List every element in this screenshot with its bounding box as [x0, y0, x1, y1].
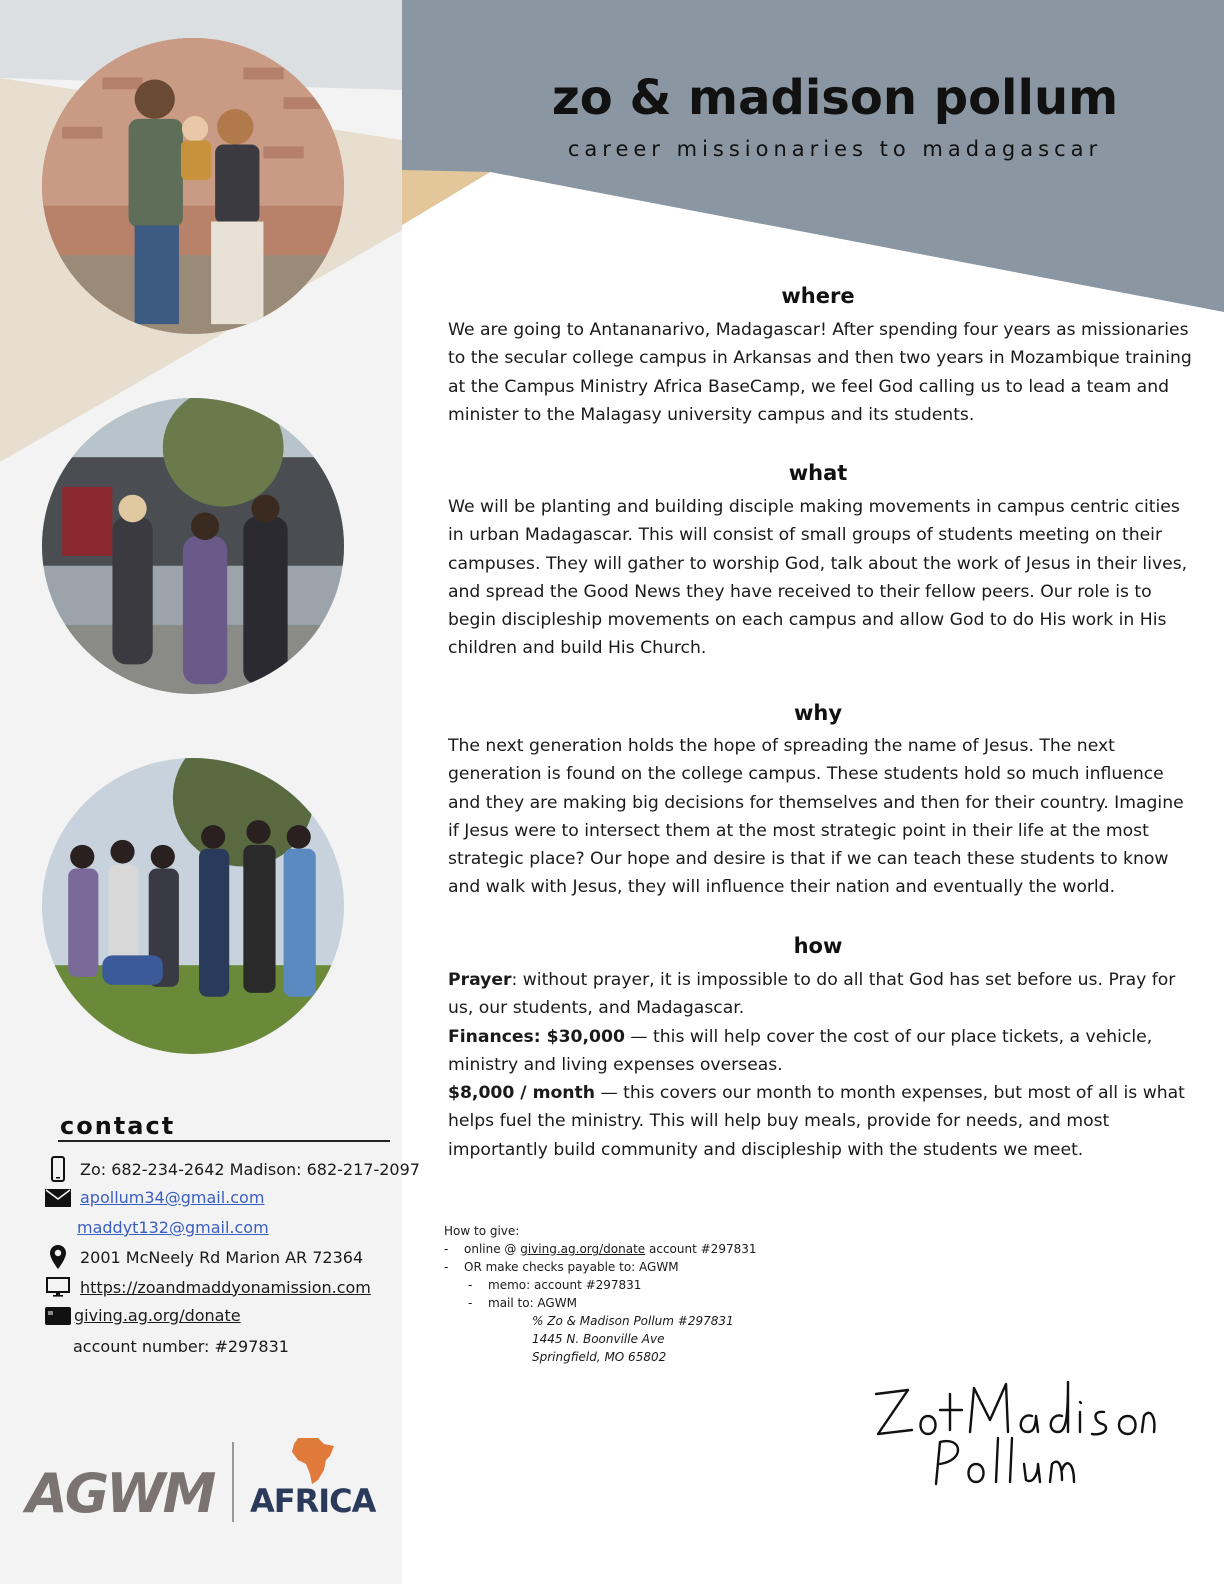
give-online-account: account #297831 — [645, 1242, 757, 1256]
give-address-line-3: Springfield, MO 65802 — [532, 1350, 667, 1364]
how-to-give — [444, 1222, 757, 1366]
give-online-prefix: online @ — [464, 1242, 521, 1256]
logo-divider — [232, 1442, 234, 1522]
give-online-row — [444, 1240, 757, 1258]
contact-donate-row — [44, 1306, 241, 1325]
students-group-photo — [42, 758, 344, 1054]
africa-map-icon — [290, 1436, 336, 1486]
email-link-zo[interactable]: apollum34@gmail.com — [80, 1188, 265, 1207]
mail-icon — [44, 1189, 72, 1207]
bullet-dash: - — [444, 1242, 449, 1256]
donate-link[interactable]: giving.ag.org/donate — [74, 1306, 241, 1325]
monitor-icon — [44, 1277, 72, 1297]
prayer-text: : without prayer, it is impossible to do all that God has set before us. Pray for us, our students, and Madagascar. — [448, 970, 1176, 1019]
give-online-link[interactable]: giving.ag.org/donate — [520, 1242, 646, 1256]
email-link-madison[interactable]: maddyt132@gmail.com — [77, 1218, 269, 1237]
give-title: How to give: — [444, 1224, 520, 1238]
credit-card-icon — [44, 1307, 72, 1325]
prayer-label: Prayer — [448, 970, 512, 990]
give-checks-row — [444, 1258, 757, 1276]
give-address-line-2: 1445 N. Boonville Ave — [532, 1332, 665, 1346]
monthly-text: — this covers our month to month expenses, but most of all is what helps fuel the ministry. This will help buy meals, provide for needs, and most importantly build community and discipleship with the students we meet. — [448, 1083, 1185, 1160]
website-link[interactable]: https://zoandmaddyonamission.com — [80, 1277, 371, 1297]
bullet-dash: - — [468, 1296, 473, 1310]
agwm-logo: AGWM — [26, 1462, 214, 1525]
phone-icon — [44, 1156, 72, 1182]
give-mail-text: mail to: AGWM — [488, 1296, 577, 1310]
what-text: We will be planting and building disciple making movements in campus centric cities in urban Madagascar. This will consist of small groups of students meeting on their campuses. They will gather to worship God, talk about the work of Jesus in their lives, and spread the Good News they have received to their fellow peers. Our role is to begin discipleship movements on each campus and allow God to do His work in His children and build His Church. — [448, 497, 1188, 659]
where-text: We are going to Antananarivo, Madagascar! After spending four years as missionaries to the secular college campus in Arkansas and then two years in Mozambique training at the Campus Ministry Africa BaseCamp, we feel God calling us to lead a team and minister to the Malagasy university campus and its students. — [448, 320, 1192, 425]
bullet-dash: - — [444, 1260, 449, 1274]
why-heading: why — [793, 701, 843, 725]
contact-email2-row — [77, 1218, 269, 1237]
give-checks-text: OR make checks payable to: AGWM — [464, 1260, 679, 1274]
give-mail-row — [444, 1294, 757, 1312]
contact-address-row — [44, 1244, 363, 1270]
finances-label: Finances: $30,000 — [448, 1026, 625, 1047]
how-text — [448, 966, 1192, 1164]
page-title: zo & madison pollum — [551, 70, 1119, 126]
logos — [22, 1432, 392, 1532]
contact-website-row — [44, 1277, 371, 1297]
how-heading: how — [793, 934, 843, 958]
page-subtitle: career missionaries to madagascar — [567, 137, 1103, 161]
what-heading: what — [788, 461, 848, 485]
account-number: account number: #297831 — [73, 1337, 289, 1356]
contact-phone-row — [44, 1156, 420, 1182]
campus-group-photo — [42, 398, 344, 694]
finances-text: — this will help cover the cost of our place tickets, a vehicle, ministry and living expenses overseas. — [448, 1026, 1153, 1075]
family-photo — [42, 38, 344, 334]
give-memo-text: memo: account #297831 — [488, 1278, 642, 1292]
why-text: The next generation holds the hope of spreading the name of Jesus. The next generation is found on the college campus. These students hold so much influence and they are making big decisions for themselves and then for their country. Imagine if Jesus were to intersect them at the most strategic point in their life at the most strategic place? Our hope and desire is that if we can teach these students to know and walk with Jesus, they will influence their nation and eventually the world. — [448, 736, 1184, 898]
mailing-address: 2001 McNeely Rd Marion AR 72364 — [80, 1247, 364, 1267]
africa-logo-text: AFRICA — [250, 1482, 376, 1520]
monthly-label: $8,000 / month — [448, 1083, 595, 1104]
contact-title: contact — [60, 1112, 176, 1140]
location-pin-icon — [44, 1244, 72, 1270]
bullet-dash: - — [468, 1278, 473, 1292]
contact-email-row — [44, 1188, 264, 1207]
contact-account-row — [73, 1337, 289, 1356]
phone-numbers: Zo: 682-234-2642 Madison: 682-217-2097 — [80, 1159, 420, 1179]
give-memo-row — [444, 1276, 757, 1294]
where-heading: where — [781, 284, 855, 308]
contact-divider — [58, 1140, 390, 1142]
signature — [866, 1372, 1156, 1502]
give-address-line-1: % Zo & Madison Pollum #297831 — [532, 1314, 734, 1328]
